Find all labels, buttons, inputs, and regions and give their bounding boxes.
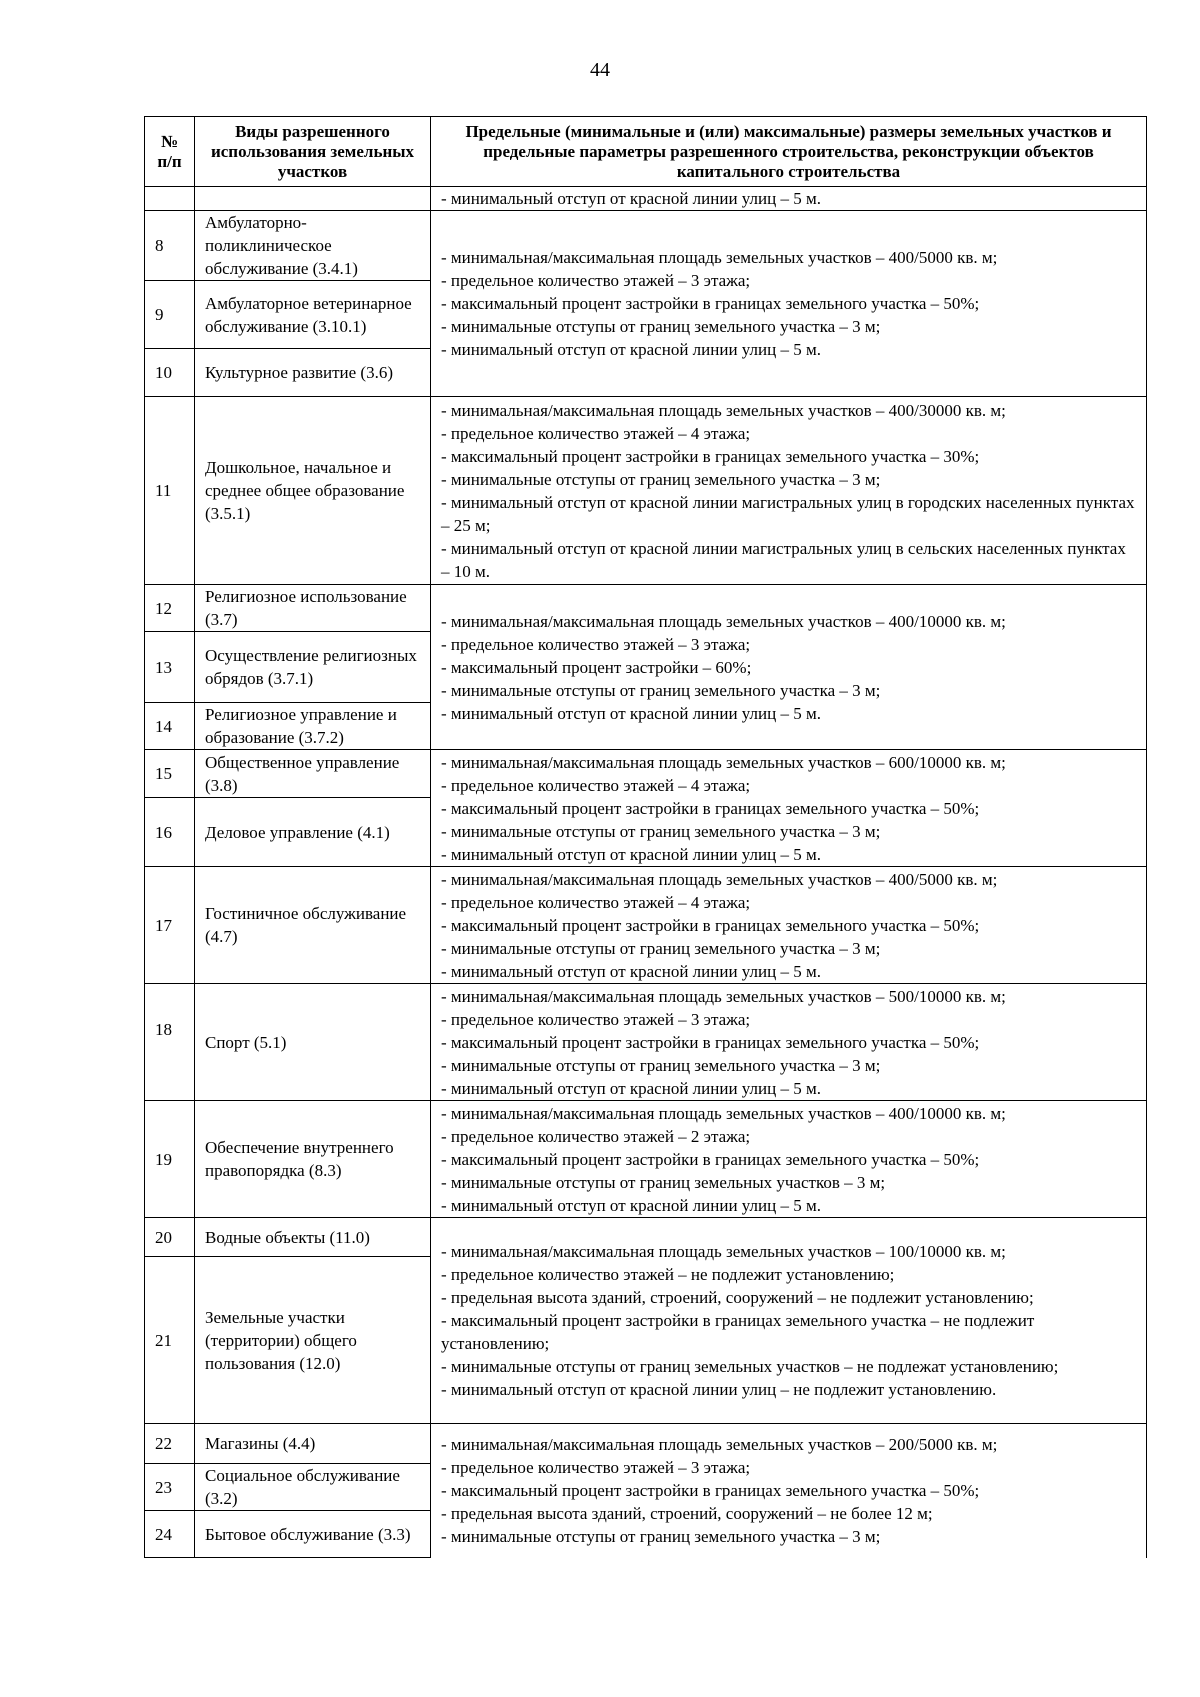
row-use-cell: Спорт (5.1)	[195, 984, 431, 1101]
params-cell	[431, 984, 1147, 1101]
params-cell	[431, 1218, 1147, 1424]
param-line: - минимальные отступы от границ земельного участка – 3 м;	[441, 1055, 881, 1075]
param-line: - минимальный отступ от красной линии улиц – 5 м.	[441, 340, 821, 359]
row-num-cell: 24	[145, 1511, 195, 1558]
param-line: - минимальные отступы от границ земельного участка – 3 м;	[441, 821, 881, 841]
row-num-cell: 9	[145, 281, 195, 349]
row-use-cell: Магазины (4.4)	[195, 1424, 431, 1464]
param-line: - предельное количество этажей – 3 этажа;	[441, 271, 751, 290]
param-line: - минимальный отступ от красной линии улиц – 5 м.	[441, 844, 821, 864]
param-line: - минимальные отступы от границ земельного участка – 3 м;	[441, 1527, 881, 1547]
param-line: - минимальные отступы от границ земельного участка – 3 м;	[441, 680, 881, 700]
param-line: - минимальные отступы от границ земельных участков – 3 м;	[441, 1172, 886, 1192]
row-num-cell: 15	[145, 750, 195, 798]
param-line: - минимальная/максимальная площадь земельных участков – 500/10000 кв. м;	[441, 986, 1006, 1006]
row-num-cell: 12	[145, 585, 195, 632]
param-line: - максимальный процент застройки в границах земельного участка – 50%;	[441, 1032, 980, 1052]
row-num-cell: 17	[145, 867, 195, 984]
param-line: - максимальный процент застройки в границах земельного участка – 50%;	[441, 294, 980, 313]
param-line: - минимальная/максимальная площадь земельных участков – 100/10000 кв. м;	[441, 1242, 1006, 1261]
param-line: - минимальный отступ от красной линии улиц – 5 м.	[441, 1195, 821, 1215]
param-line: - предельное количество этажей – 4 этажа;	[441, 892, 751, 912]
row-num-cell: 20	[145, 1218, 195, 1257]
row-use-cell: Социальное обслуживание (3.2)	[195, 1464, 431, 1511]
land-use-table	[144, 116, 1147, 1558]
param-line: - минимальный отступ от красной линии улиц – 5 м.	[441, 961, 821, 981]
table-row	[145, 867, 1147, 984]
header-use: Виды разрешенного использования земельных участков	[195, 117, 431, 187]
param-line: - предельное количество этажей – 4 этажа;	[441, 423, 751, 443]
param-line: - минимальная/максимальная площадь земельных участков – 400/5000 кв. м;	[441, 869, 998, 889]
param-line: - предельное количество этажей – не подлежит установлению;	[441, 1265, 895, 1284]
param-line: - максимальный процент застройки в границах земельного участка – 50%;	[441, 1149, 980, 1169]
row-use-cell: Деловое управление (4.1)	[195, 798, 431, 867]
param-line: - максимальный процент застройки в границах земельного участка – не подлежит установлению;	[441, 1311, 1035, 1353]
page-number: 44	[590, 59, 610, 81]
params-cell	[431, 397, 1147, 585]
row-num-cell: 23	[145, 1464, 195, 1511]
param-line: - минимальная/максимальная площадь земельных участков – 400/10000 кв. м;	[441, 1103, 1006, 1123]
table-row-carry	[145, 187, 1147, 211]
param-line: - предельное количество этажей – 3 этажа;	[441, 1458, 751, 1478]
param-line: - минимальный отступ от красной линии улиц – не подлежит установлению.	[441, 1380, 997, 1399]
param-line: - минимальная/максимальная площадь земельных участков – 400/5000 кв. м;	[441, 248, 998, 267]
param-line: - минимальный отступ от красной линии улиц – 5 м.	[441, 1078, 821, 1098]
param-line: - максимальный процент застройки в границах земельного участка – 50%;	[441, 1481, 980, 1501]
table-row	[145, 984, 1147, 1101]
row-use-cell: Водные объекты (11.0)	[195, 1218, 431, 1257]
param-line: - предельное количество этажей – 3 этажа;	[441, 634, 751, 654]
param-line: - минимальный отступ от красной линии улиц – 5 м.	[441, 703, 821, 723]
table-row	[145, 750, 1147, 798]
row-use-cell: Дошкольное, начальное и среднее общее образование (3.5.1)	[195, 397, 431, 585]
param-line: - минимальные отступы от границ земельного участка – 3 м;	[441, 317, 881, 336]
table-row	[145, 585, 1147, 632]
row-use-cell: Амбулаторно-поликлиническое обслуживание (3.4.1)	[195, 211, 431, 281]
params-cell	[431, 750, 1147, 867]
param-line: - минимальный отступ от красной линии магистральных улиц в городских населенных пунктах – 25 м;	[441, 492, 1135, 535]
row-use-cell: Земельные участки (территории) общего пользования (12.0)	[195, 1257, 431, 1424]
params-cell	[431, 187, 1147, 211]
header-num: № п/п	[145, 117, 195, 187]
param-line: - минимальная/максимальная площадь земельных участков – 200/5000 кв. м;	[441, 1435, 998, 1455]
row-use-cell: Религиозное использование (3.7)	[195, 585, 431, 632]
param-line: - максимальный процент застройки – 60%;	[441, 657, 752, 677]
param-line: - максимальный процент застройки в границах земельного участка – 30%;	[441, 446, 980, 466]
row-num-cell: 21	[145, 1257, 195, 1424]
row-use-cell: Бытовое обслуживание (3.3)	[195, 1511, 431, 1558]
row-num-cell: 19	[145, 1101, 195, 1218]
param-line: - предельное количество этажей – 4 этажа;	[441, 775, 751, 795]
param-line: - минимальные отступы от границ земельного участка – 3 м;	[441, 469, 881, 489]
row-use-cell: Культурное развитие (3.6)	[195, 349, 431, 397]
param-line: - минимальная/максимальная площадь земельных участков – 400/30000 кв. м;	[441, 400, 1006, 420]
row-num-cell: 18	[145, 984, 195, 1101]
row-num-cell: 22	[145, 1424, 195, 1464]
row-use-cell	[195, 187, 431, 211]
params-cell	[431, 867, 1147, 984]
row-use-cell: Гостиничное обслуживание (4.7)	[195, 867, 431, 984]
param-line: - предельная высота зданий, строений, сооружений – не более 12 м;	[441, 1504, 933, 1524]
row-num-cell: 10	[145, 349, 195, 397]
row-use-cell: Общественное управление (3.8)	[195, 750, 431, 798]
row-num-cell: 8	[145, 211, 195, 281]
row-num-cell: 14	[145, 703, 195, 750]
header-params: Предельные (минимальные и (или) максимальные) размеры земельных участков и предельные параметры разрешенного строительства, реконструкции объектов капитального строительства	[431, 117, 1147, 187]
param-line: - предельная высота зданий, строений, сооружений – не подлежит установлению;	[441, 1288, 1034, 1307]
param-line: - минимальная/максимальная площадь земельных участков – 400/10000 кв. м;	[441, 611, 1006, 631]
params-cell	[431, 1101, 1147, 1218]
param-line: - минимальный отступ от красной линии улиц – 5 м.	[441, 189, 821, 208]
row-num-cell	[145, 187, 195, 211]
table-row	[145, 1101, 1147, 1218]
param-line: - максимальный процент застройки в границах земельного участка – 50%;	[441, 915, 980, 935]
param-line: - минимальные отступы от границ земельных участков – не подлежат установлению;	[441, 1357, 1059, 1376]
params-cell	[431, 585, 1147, 750]
params-cell	[431, 211, 1147, 397]
param-line: - максимальный процент застройки в границах земельного участка – 50%;	[441, 798, 980, 818]
params-cell	[431, 1424, 1147, 1558]
row-use-cell: Осуществление религиозных обрядов (3.7.1)	[195, 632, 431, 703]
row-use-cell: Религиозное управление и образование (3.7.2)	[195, 703, 431, 750]
param-line: - минимальная/максимальная площадь земельных участков – 600/10000 кв. м;	[441, 752, 1006, 772]
row-use-cell: Амбулаторное ветеринарное обслуживание (3.10.1)	[195, 281, 431, 349]
table-row	[145, 211, 1147, 281]
row-num-cell: 11	[145, 397, 195, 585]
table-row	[145, 397, 1147, 585]
param-line: - предельное количество этажей – 3 этажа;	[441, 1009, 751, 1029]
row-use-cell: Обеспечение внутреннего правопорядка (8.3)	[195, 1101, 431, 1218]
row-num-cell: 13	[145, 632, 195, 703]
row-num-cell: 16	[145, 798, 195, 867]
param-line: - минимальные отступы от границ земельного участка – 3 м;	[441, 938, 881, 958]
table-row	[145, 1218, 1147, 1257]
table-header-row	[145, 117, 1147, 187]
param-line: - минимальный отступ от красной линии магистральных улиц в сельских населенных пунктах – 10 м.	[441, 538, 1126, 581]
param-line: - предельное количество этажей – 2 этажа;	[441, 1126, 751, 1146]
table-row	[145, 1424, 1147, 1464]
